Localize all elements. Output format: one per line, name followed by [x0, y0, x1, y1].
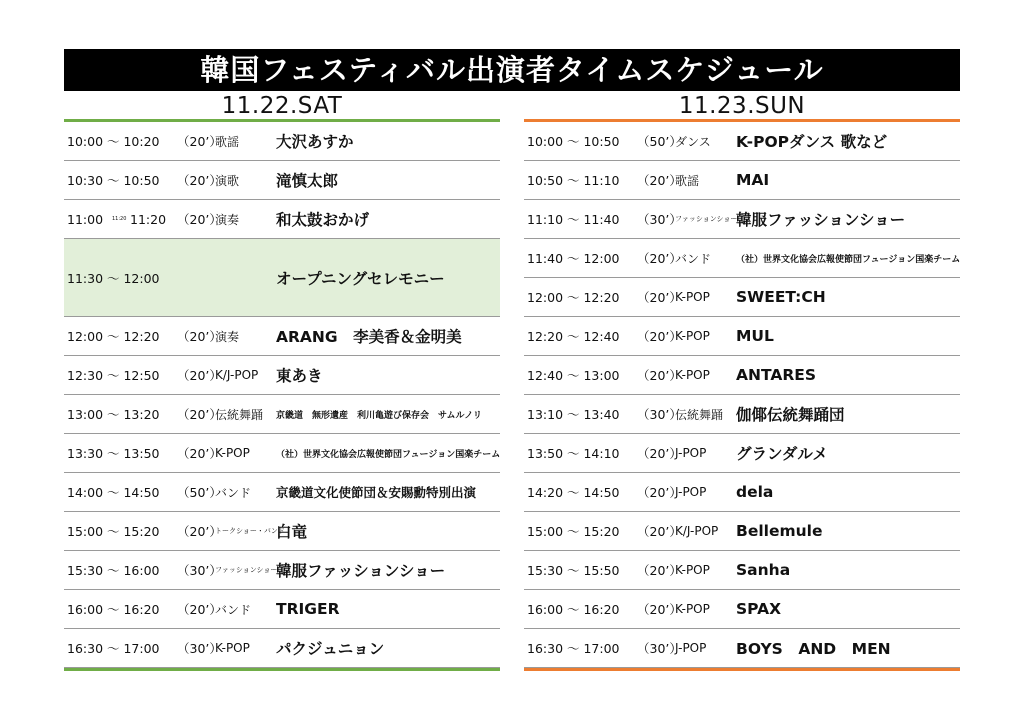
time-range: 13:00 ～ 13:20	[67, 407, 160, 422]
schedule-row	[64, 122, 500, 161]
schedule-row	[524, 629, 960, 668]
duration: （50’）	[637, 134, 682, 149]
saturday-rows	[64, 122, 500, 671]
time-note: 11:20	[112, 216, 127, 222]
time-range: 13:10 ～ 13:40	[527, 407, 620, 422]
schedule-row	[64, 473, 500, 512]
duration: （20’）	[177, 602, 222, 617]
duration: （20’）	[177, 329, 222, 344]
time-range: 16:00 ～ 16:20	[67, 602, 160, 617]
duration: （20’）	[637, 329, 682, 344]
genre: 演奏	[215, 329, 240, 344]
genre: トークショー・バンド	[215, 527, 285, 535]
time-range: 13:50 ～ 14:10	[527, 446, 620, 461]
performer: 京畿道文化使節団＆安賜勳特別出演	[276, 485, 477, 500]
time-range: 11:40 ～ 12:00	[527, 251, 620, 266]
duration: （20’）	[637, 446, 682, 461]
schedule-row	[64, 317, 500, 356]
performer: MAI	[736, 171, 770, 189]
genre: 伝統舞踊	[215, 407, 264, 422]
duration: （20’）	[177, 173, 222, 188]
duration: （30’）	[177, 641, 222, 656]
performer: 京畿道 無形遺産 利川亀遊び保存会 サムルノリ	[276, 410, 482, 421]
genre: K-POP	[215, 641, 250, 655]
sunday-heading: 11.23.SUN	[678, 93, 806, 119]
performer: オープニングセレモニー	[276, 269, 445, 288]
duration: （30’）	[637, 641, 682, 656]
performer: K-POPダンス 歌など	[736, 133, 888, 151]
schedule-row	[524, 512, 960, 551]
genre: 演歌	[215, 173, 240, 188]
duration: （20’）	[637, 563, 682, 578]
schedule-row	[524, 317, 960, 356]
performer: SWEET:CH	[736, 288, 826, 306]
saturday-schedule	[64, 91, 500, 671]
genre: K/J-POP	[675, 524, 719, 538]
time-range: 12:20 ～ 12:40	[527, 329, 620, 344]
genre: K-POP	[215, 446, 250, 460]
duration: （30’）	[637, 407, 682, 422]
performer: Bellemule	[736, 522, 823, 540]
time-range: 15:30 ～ 15:50	[527, 563, 620, 578]
performer: 韓服ファッションショー	[736, 211, 906, 229]
performer: SPAX	[736, 600, 782, 618]
genre: J-POP	[675, 485, 707, 499]
time-range: 14:20 ～ 14:50	[527, 485, 620, 500]
time-range: 12:00 ～ 12:20	[67, 329, 160, 344]
genre: バンド	[675, 251, 712, 266]
schedule-row	[64, 356, 500, 395]
schedule-row	[64, 434, 500, 473]
schedule-row	[64, 161, 500, 200]
genre: J-POP	[675, 446, 707, 460]
genre: K-POP	[675, 602, 710, 616]
schedule-row	[524, 122, 960, 161]
time-range: 11:10 ～ 11:40	[527, 212, 620, 227]
time-range: 12:40 ～ 13:00	[527, 368, 620, 383]
genre: K-POP	[675, 290, 710, 304]
schedule-row	[524, 434, 960, 473]
schedule-row	[64, 629, 500, 668]
duration: （30’）	[637, 212, 682, 227]
time-range: 13:30 ～ 13:50	[67, 446, 160, 461]
time-range: 10:00 ～ 10:20	[67, 134, 160, 149]
performer: 和太鼓おかげ	[276, 211, 370, 229]
genre: 歌謡	[675, 173, 700, 188]
genre: ファッションショー	[675, 215, 738, 223]
schedule-row	[524, 473, 960, 512]
performer: （社）世界文化協会広報使節団フュージョン国楽チーム	[736, 254, 961, 265]
duration: （20’）	[177, 368, 222, 383]
schedule-row	[64, 200, 500, 239]
genre: J-POP	[675, 641, 707, 655]
genre: 伝統舞踊	[675, 407, 724, 422]
time-range: 15:30 ～ 16:00	[67, 563, 160, 578]
duration: （20’）	[637, 251, 682, 266]
genre: K/J-POP	[215, 368, 259, 382]
schedule-row	[524, 551, 960, 590]
duration: （20’）	[177, 524, 222, 539]
performer: 白竜	[276, 523, 308, 541]
saturday-heading: 11.22.SAT	[221, 93, 343, 119]
performer: 伽倻伝統舞踊団	[736, 406, 845, 424]
performer: グランダルメ	[736, 445, 828, 463]
duration: （30’）	[177, 563, 222, 578]
time-range: 15:00 ～ 15:20	[527, 524, 620, 539]
duration: （20’）	[637, 173, 682, 188]
sat-footer-bar	[64, 668, 500, 671]
time-range: 12:30 ～ 12:50	[67, 368, 160, 383]
schedule-row	[64, 239, 500, 317]
time-range: 11:30 ～ 12:00	[67, 270, 160, 286]
genre: 演奏	[215, 212, 240, 227]
genre: K-POP	[675, 563, 710, 577]
genre: ダンス	[675, 134, 711, 149]
schedule-row	[64, 395, 500, 434]
schedule-row	[524, 239, 960, 278]
duration: （50’）	[177, 485, 222, 500]
performer: MUL	[736, 327, 774, 345]
schedule-row	[64, 590, 500, 629]
schedule-row	[64, 512, 500, 551]
duration: （20’）	[177, 212, 222, 227]
time-range: 16:00 ～ 16:20	[527, 602, 620, 617]
performer: 東あき	[276, 367, 323, 385]
time-range: 10:00 ～ 10:50	[527, 134, 620, 149]
performer: 滝慎太郎	[276, 172, 339, 190]
schedule-row	[524, 161, 960, 200]
time-end: 11:20	[130, 211, 167, 227]
duration: （20’）	[637, 602, 682, 617]
schedule-row	[64, 551, 500, 590]
genre: バンド	[215, 602, 252, 617]
time-range: 10:50 ～ 11:10	[527, 173, 620, 188]
schedule-row	[524, 395, 960, 434]
duration: （20’）	[637, 485, 682, 500]
time-range: 16:30 ～ 17:00	[67, 641, 160, 656]
performer: 大沢あすか	[276, 133, 354, 151]
performer: ARANG 李美香＆金明美	[276, 328, 462, 346]
schedule-row	[524, 590, 960, 629]
genre: K-POP	[675, 368, 710, 382]
genre: K-POP	[675, 329, 710, 343]
time-range: 14:00 ～ 14:50	[67, 485, 160, 500]
sun-footer-bar	[524, 668, 960, 671]
duration: （20’）	[637, 290, 682, 305]
performer: TRIGER	[276, 600, 340, 618]
page-title: 韓国フェスティバル出演者タイムスケジュール	[64, 49, 960, 91]
schedule-row	[524, 356, 960, 395]
time-range: 12:00 ～ 12:20	[527, 290, 620, 305]
time-range: 16:30 ～ 17:00	[527, 641, 620, 656]
duration: （20’）	[177, 407, 222, 422]
performer: Sanha	[736, 561, 791, 579]
time-range: 15:00 ～ 15:20	[67, 524, 160, 539]
sunday-schedule	[524, 91, 960, 671]
performer: ANTARES	[736, 366, 817, 384]
genre: ファッションショー	[215, 566, 278, 574]
duration: （20’）	[177, 134, 222, 149]
performer: パクジュニョン	[276, 640, 385, 658]
schedule-row	[524, 278, 960, 317]
duration: （20’）	[637, 368, 682, 383]
duration: （20’）	[637, 524, 682, 539]
time-start: 11:00	[67, 211, 104, 227]
sunday-rows	[524, 122, 960, 671]
performer: 韓服ファッションショー	[276, 562, 446, 580]
duration: （20’）	[177, 446, 222, 461]
genre: バンド	[215, 485, 252, 500]
performer: BOYS AND MEN	[736, 640, 891, 658]
genre: 歌謡	[215, 134, 240, 149]
performer: （社）世界文化協会広報使節団フュージョン国楽チーム	[276, 449, 501, 460]
schedule-row	[524, 200, 960, 239]
performer: dela	[736, 483, 774, 501]
time-range: 10:30 ～ 10:50	[67, 173, 160, 188]
